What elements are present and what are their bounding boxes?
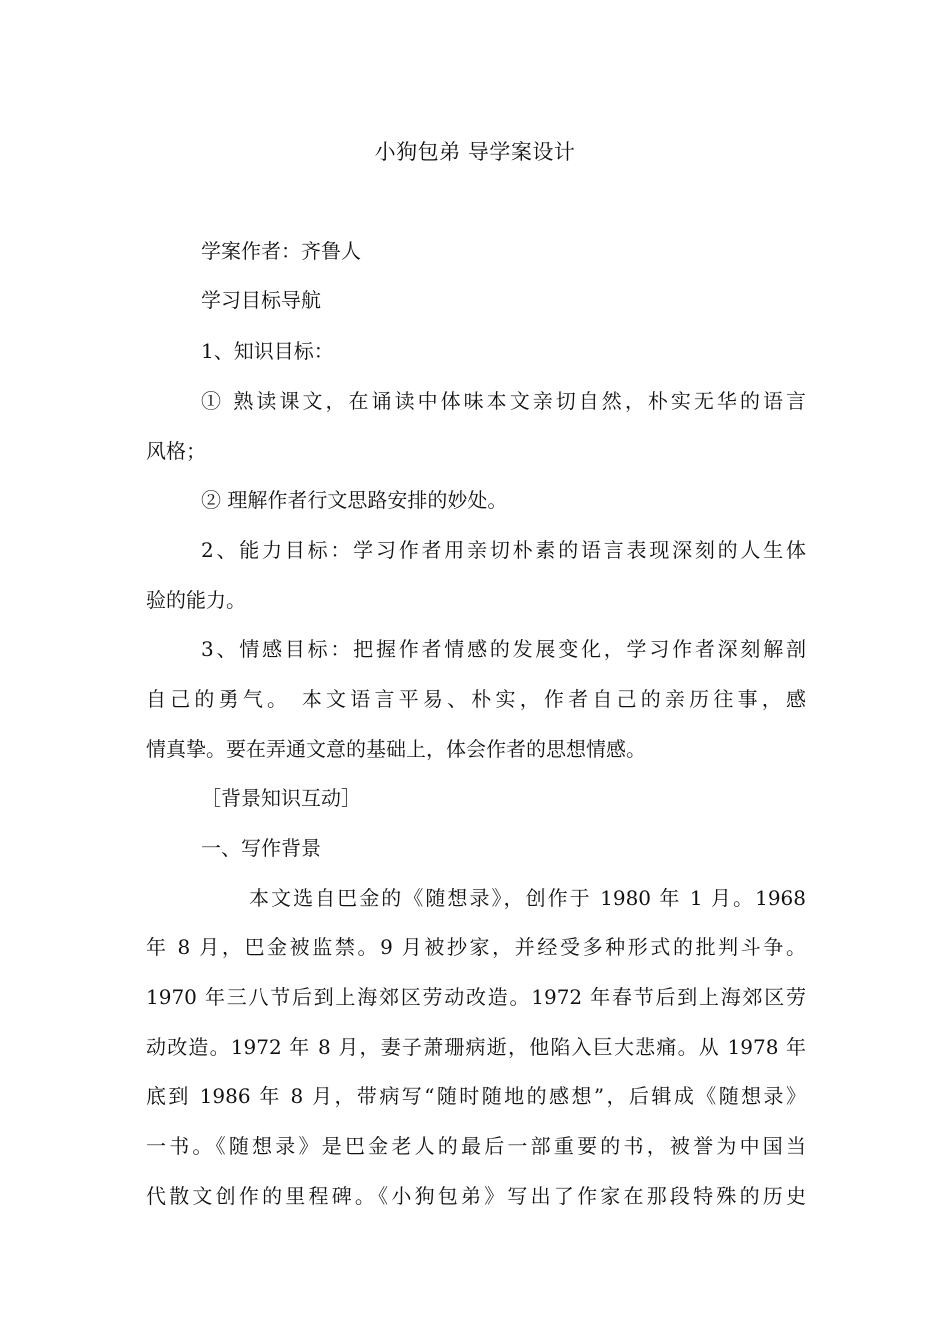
author-line: 学案作者：齐鲁人	[201, 239, 361, 263]
paragraph-line: ① 熟读课文，在诵读中体味本文亲切自然，朴实无华的语言	[201, 389, 806, 413]
paragraph-line: 2、能力目标：学习作者用亲切朴素的语言表现深刻的人生体	[201, 538, 806, 562]
section-heading-background: ［背景知识互动］	[201, 786, 361, 810]
document-title: 小狗包弟 导学案设计	[374, 140, 576, 164]
paragraph-line: 动改造。1972 年 8 月，妻子萧珊病逝，他陷入巨大悲痛。从 1978 年	[146, 1035, 806, 1059]
paragraph-line: 代散文创作的里程碑。《小狗包弟》写出了作家在那段特殊的历史	[146, 1184, 806, 1208]
paragraph-line: 底到 1986 年 8 月，带病写“随时随地的感想”，后辑成《随想录》	[146, 1084, 806, 1108]
paragraph-line: 本文选自巴金的《随想录》，创作于 1980 年 1 月。1968	[249, 886, 806, 910]
paragraph-line: 验的能力。	[146, 588, 246, 612]
paragraph-line: 3、情感目标：把握作者情感的发展变化，学习作者深刻解剖	[201, 637, 806, 661]
paragraph-line: ② 理解作者行文思路安排的妙处。	[201, 488, 508, 512]
paragraph-line: 一书。《随想录》是巴金老人的最后一部重要的书，被誉为中国当	[146, 1134, 806, 1158]
section-heading-goals: 学习目标导航	[201, 288, 321, 312]
paragraph-line: 风格；	[146, 439, 206, 463]
knowledge-goal-heading: 1、知识目标：	[201, 339, 334, 363]
paragraph-line: 年 8 月，巴金被监禁。9 月被抄家，并经受多种形式的批判斗争。	[146, 935, 806, 959]
paragraph-line: 情真挚。要在弄通文意的基础上，体会作者的思想情感。	[146, 737, 646, 761]
section-heading-writing-background: 一、写作背景	[201, 836, 321, 860]
paragraph-line: 自己的勇气。 本文语言平易、朴实，作者自己的亲历往事，感	[146, 687, 806, 711]
paragraph-line: 1970 年三八节后到上海郊区劳动改造。1972 年春节后到上海郊区劳	[146, 985, 806, 1009]
